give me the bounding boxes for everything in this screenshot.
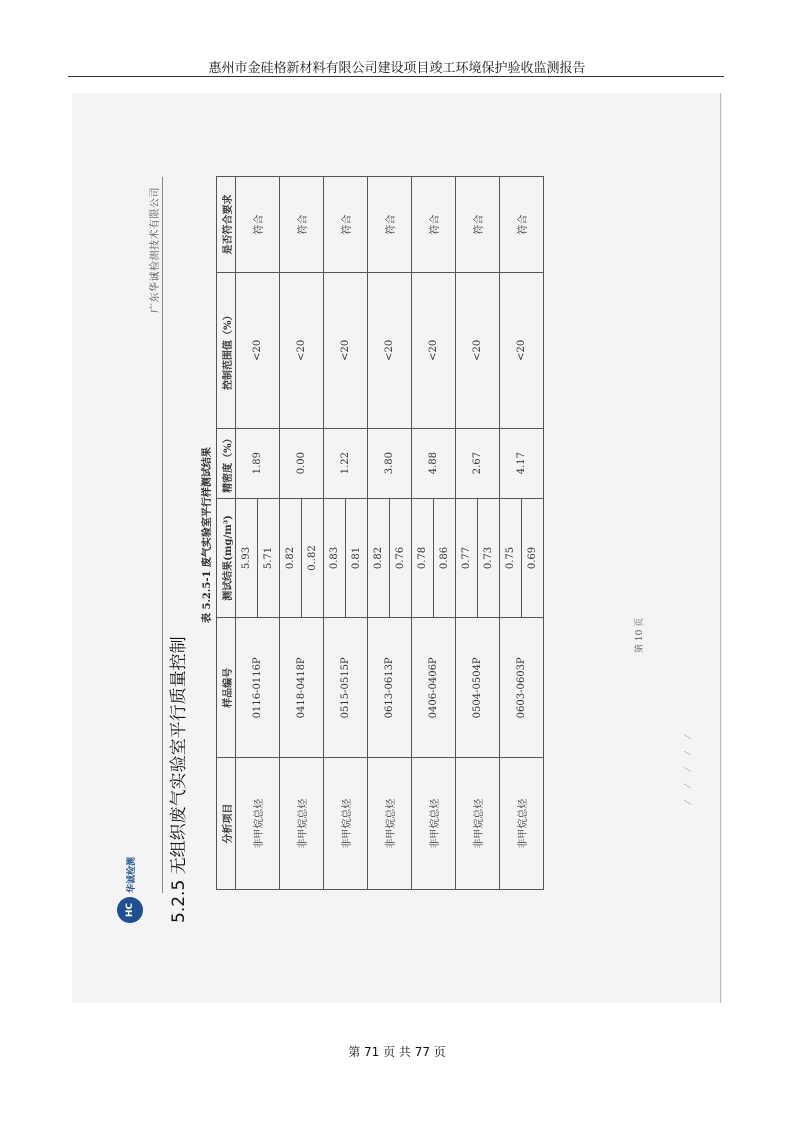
- cell-sample: 0406-0406P: [412, 618, 456, 758]
- cell-compliance: 符合: [280, 177, 324, 273]
- cell-range: <20: [500, 272, 544, 428]
- cell-sample: 0116-0116P: [236, 618, 280, 758]
- report-header-title: 惠州市金硅格新材料有限公司建设项目竣工环境保护验收监测报告: [208, 61, 586, 76]
- cell-result: 5.71: [258, 498, 280, 618]
- red-ink-marks: ⁄ ⁄ ⁄ ⁄ ⁄: [684, 730, 694, 803]
- header-divider: [68, 76, 724, 77]
- company-logo: [116, 857, 144, 923]
- cell-result: 0.77: [456, 498, 478, 618]
- table-row: [500, 177, 522, 890]
- cell-compliance: 符合: [324, 177, 368, 273]
- table-row: [236, 177, 258, 890]
- cell-compliance: 符合: [500, 177, 544, 273]
- cell-item: 非甲烷总烃: [412, 758, 456, 890]
- cell-precision: 4.17: [500, 428, 544, 498]
- cell-precision: 0.00: [280, 428, 324, 498]
- cell-sample: 0418-0418P: [280, 618, 324, 758]
- cell-item: 非甲烷总烃: [368, 758, 412, 890]
- col-header-precision: 精密度（%）: [217, 428, 236, 498]
- cell-item: 非甲烷总烃: [324, 758, 368, 890]
- cell-precision: 3.80: [368, 428, 412, 498]
- cell-result: 0.69: [522, 498, 544, 618]
- cell-range: <20: [280, 272, 324, 428]
- scanned-page: [72, 93, 722, 1003]
- table-row: [368, 177, 390, 890]
- table-row: [280, 177, 302, 890]
- table-row: [324, 177, 346, 890]
- cell-item: 非甲烷总烃: [280, 758, 324, 890]
- cell-precision: 4.88: [412, 428, 456, 498]
- parallel-sample-table: [216, 176, 544, 890]
- cell-result: 0.82: [280, 498, 302, 618]
- section-title: 5.2.5 无组织废气实验室平行质量控制: [169, 636, 189, 923]
- cell-result: 0.73: [478, 498, 500, 618]
- rotated-document: [72, 93, 722, 1003]
- cell-item: 非甲烷总烃: [500, 758, 544, 890]
- table-row: [456, 177, 478, 890]
- page-footer: 第 71 页 共 77 页: [348, 1045, 446, 1059]
- cell-precision: 1.22: [324, 428, 368, 498]
- cell-sample: 0515-0515P: [324, 618, 368, 758]
- cell-compliance: 符合: [456, 177, 500, 273]
- cell-precision: 2.67: [456, 428, 500, 498]
- inner-page-number: 第 10 页: [635, 617, 645, 653]
- company-name: 广东华诚检测技术有限公司: [150, 187, 161, 313]
- cell-result: 0.76: [390, 498, 412, 618]
- cell-result: 0..82: [302, 498, 324, 618]
- cell-result: 0.78: [412, 498, 434, 618]
- cell-compliance: 符合: [368, 177, 412, 273]
- col-header-range: 控制范围值（%）: [217, 272, 236, 428]
- cell-result: 0.81: [346, 498, 368, 618]
- cell-result: 0.82: [368, 498, 390, 618]
- cell-item: 非甲烷总烃: [456, 758, 500, 890]
- cell-range: <20: [456, 272, 500, 428]
- cell-result: 5.93: [236, 498, 258, 618]
- scan-edge-line: [720, 93, 721, 1003]
- company-divider: [162, 177, 163, 893]
- col-header-sample: 样品编号: [217, 618, 236, 758]
- cell-compliance: 符合: [236, 177, 280, 273]
- logo-text: 华诚检测: [126, 856, 137, 893]
- cell-result: 0.86: [434, 498, 456, 618]
- cell-sample: 0603-0603P: [500, 618, 544, 758]
- cell-precision: 1.89: [236, 428, 280, 498]
- col-header-result: 测试结果(mg/m³): [217, 498, 236, 618]
- cell-result: 0.83: [324, 498, 346, 618]
- cell-sample: 0504-0504P: [456, 618, 500, 758]
- cell-range: <20: [368, 272, 412, 428]
- cell-sample: 0613-0613P: [368, 618, 412, 758]
- cell-range: <20: [412, 272, 456, 428]
- col-header-item: 分析项目: [217, 758, 236, 890]
- cell-range: <20: [324, 272, 368, 428]
- cell-range: <20: [236, 272, 280, 428]
- logo-mark-icon: HC: [117, 897, 143, 923]
- table-row: [412, 177, 434, 890]
- cell-compliance: 符合: [412, 177, 456, 273]
- col-header-compliance: 是否符合要求: [217, 177, 236, 273]
- cell-result: 0.75: [500, 498, 522, 618]
- cell-item: 非甲烷总烃: [236, 758, 280, 890]
- table-caption: 表 5.2.5-1 废气实验室平行样测试结果: [202, 447, 213, 623]
- table-header-row: [217, 177, 236, 890]
